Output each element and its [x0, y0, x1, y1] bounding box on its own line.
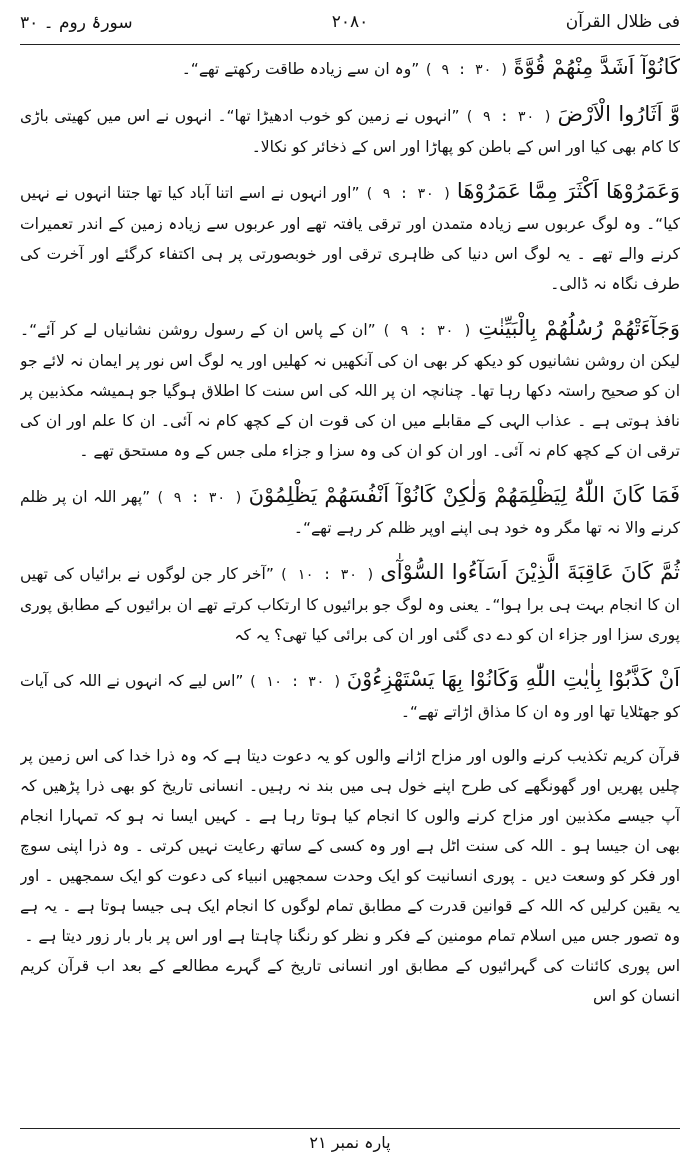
verse-translation: ”اس لیے کہ انہوں نے اللہ کی آیات کو جھٹلایا تھا اور وہ ان کا مذاق اڑاتے تھے“۔ [20, 672, 680, 721]
verse-paragraph [20, 52, 680, 85]
arabic-verse: وَّ اَثَارُوا الْاَرْضَ [557, 102, 680, 126]
verse-reference: ( ۳۰ : ۹ ) [465, 109, 553, 125]
verse-translation: ”انہوں نے زمین کو خوب ادھیڑا تھا“۔ انہوں نے اس میں کھیتی باڑی کا کام بھی کیا اور اس کے باطن کو پھاڑا اور اس کے ذخائر کو نکالا۔ [20, 107, 680, 156]
para-label: پارہ نمبر ۲۱ [309, 1133, 391, 1152]
footer-divider [20, 1128, 680, 1129]
verse-paragraph [20, 99, 680, 162]
arabic-verse: وَعَمَرُوْهَا اَكْثَرَ مِمَّا عَمَرُوْهَا [456, 179, 680, 203]
verse-translation: ”پھر اللہ ان پر ظلم کرنے والا نہ تھا مگر وہ خود ہی اپنے اوپر ظلم کر رہے تھے“۔ [20, 488, 680, 537]
verse-reference: ( ۳۰ : ۱۰ ) [279, 567, 375, 583]
surah-label: سورۂ روم ۔ ۳۰ [20, 13, 133, 33]
page-number: ۲۰۸۰ [331, 12, 369, 32]
verse-translation: ”وہ ان سے زیادہ طاقت رکھتے تھے“۔ [181, 60, 420, 78]
arabic-verse: ثُمَّ كَانَ عَاقِبَةَ الَّذِيْنَ اَسَآءُوا السُّوْآٰى [380, 560, 680, 584]
verse-reference: ( ۳۰ : ۹ ) [155, 490, 243, 506]
verse-reference: ( ۳۰ : ۹ ) [364, 186, 452, 202]
verse-translation: ”ان کے پاس ان کے رسول روشن نشانیاں لے کر آئے“۔ لیکن ان روشن نشانیوں کو دیکھ کر بھی ان کی آنکھیں نہ کھلیں اور یہ لوگ اس نور پر ایمان نہ لائے جو ان کو صحیح راستہ دکھا رہا تھا۔ چنانچہ ان پر اللہ کی اس سنت کا اطلاق ہوگیا جو ہمیشہ مکذبین پر نافذ ہوتی ہے ۔ عذاب الہی کے مقابلے میں ان کی قوت ان کے کچھ کام نہ آئی۔ ان کا علم اور ان کی ترقی ان کے کچھ کام نہ آئی۔ اور ان کو ان کی وہ سزا و جزاء ملی جس کے وہ مستحق تھے ۔ [20, 321, 680, 460]
arabic-verse: كَانُوْآ اَشَدَّ مِنْهُمْ قُوَّةً [513, 55, 680, 79]
verse-reference: ( ۳۰ : ۹ ) [424, 62, 509, 78]
header-divider [20, 44, 680, 45]
verse-paragraph [20, 313, 680, 466]
commentary-paragraph: اس پوری کائنات کی گہرائیوں کے مطابق اور انسانی تاریخ کے گہرے مطالعے کے بعد اب قرآن کریم انسان کو اس [20, 957, 680, 1005]
verse-paragraph [20, 480, 680, 543]
verse-translation: ”اور انہوں نے اسے اتنا آباد کیا تھا جتنا انہوں نے نہیں کیا“۔ وہ لوگ عربوں سے زیادہ متمدن اور ترقی یافتہ تھے اور عربوں سے زیادہ زمین کے اندر تعمیرات کرنے والے تھے ۔ یہ لوگ اس دنیا کی ظاہری ترقی اور خوبصورتی پر ہی اکتفاء کرگئے اور آخرت کی طرف نگاہ نہ ڈالی۔ [20, 184, 680, 293]
arabic-verse: اَنْ كَذَّبُوْا بِاٰيٰتِ اللّٰهِ وَكَانُوْا بِهَا يَسْتَهْزِءُوْنَ [346, 667, 680, 691]
page-body [20, 52, 680, 1122]
book-title: فی ظلال القرآن [565, 12, 680, 32]
verse-paragraph [20, 664, 680, 727]
verse-reference: ( ۳۰ : ۹ ) [382, 323, 472, 339]
verse-reference: ( ۳۰ : ۱۰ ) [248, 674, 342, 690]
verse-paragraph [20, 557, 680, 650]
verse-translation: ”آخر کار جن لوگوں نے برائیاں کی تھیں ان کا انجام بہت ہی برا ہوا“۔ یعنی وہ لوگ جو برائیوں کا ارتکاب کرتے تھے ان برائیوں کے مطابق پوری پوری سزا اور جزاء ان کو دے دی گئی اور ان کی برائی کیا تھی؟ یہ کہ [20, 565, 680, 644]
commentary-paragraph: قرآن کریم تکذیب کرنے والوں اور مزاح اڑانے والوں کو یہ دعوت دیتا ہے کہ وہ ذرا خدا کی اس زمین پر چلیں پھریں اور گھونگھے کی طرح اپنے خول ہی میں بند نہ رہیں۔ انسانی تاریخ کو بھی ذرا پڑھیں کہ آپ جیسے مکذبین اور مزاح کرنے والوں کا انجام کیا ہوتا رہا ہے ۔ کہیں ایسا نہ ہو کہ تمہارا انجام بھی ان جیسا ہو ۔ اللہ کی سنت اٹل ہے اور وہ کسی کے ساتھ رعایت نہیں کرتی ۔ وہ ذرا اپنی سوچ اور فکر کو وسعت دیں ۔ پوری انسانیت کو ایک وحدت سمجھیں انبیاء کی دعوت کو ایک سمجھیں ۔ اور یہ یقین کرلیں کہ اللہ کے قوانین قدرت کے مطابق تمام لوگوں کا انجام ایک ہی جیسا ہوتا ہے ۔ یہ ہے وہ تصور جس میں اسلام تمام مومنین کے فکر و نظر کو رنگنا چاہتا ہے اور اس پر بار بار زور دیتا ہے ۔ [20, 747, 680, 945]
verse-paragraph [20, 176, 680, 299]
arabic-verse: وَجَآءَتْهُمْ رُسُلُهُمْ بِالْبَيِّنٰتِ [478, 316, 680, 340]
page-header [20, 0, 680, 44]
arabic-verse: فَمَا كَانَ اللّٰهُ لِيَظْلِمَهُمْ وَلٰكِنْ كَانُوْآ اَنْفُسَهُمْ يَظْلِمُوْنَ [248, 483, 680, 507]
